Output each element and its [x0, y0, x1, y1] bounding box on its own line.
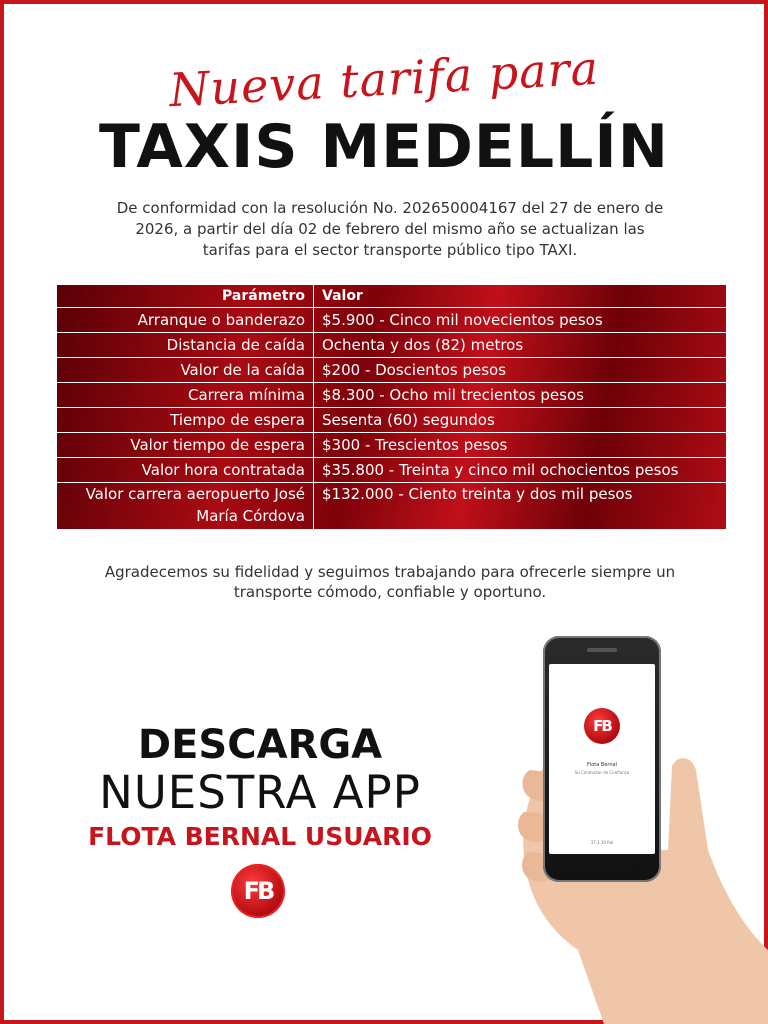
table-row	[57, 458, 727, 483]
download-heading: DESCARGA	[137, 722, 383, 768]
row-param: Valor carrera aeropuerto José María Córdova	[57, 483, 314, 530]
row-param: Valor tiempo de espera	[57, 433, 314, 458]
header-value: Valor	[314, 285, 727, 308]
row-value: Sesenta (60) segundos	[314, 408, 727, 433]
main-title: TAXIS MEDELLÍN	[99, 112, 669, 182]
app-name: FLOTA BERNAL USUARIO	[88, 822, 432, 851]
brand-logo-icon	[231, 864, 285, 918]
intro-text: De conformidad con la resolución No. 202650004167 del 27 de enero de 2026, a partir del día 02 de febrero del mismo año se actualizan las tarifas para el sector transporte público tipo TAXI.	[116, 199, 664, 259]
row-value: $8.300 - Ocho mil trecientos pesos	[314, 383, 727, 408]
phone-screen	[549, 664, 655, 854]
row-param: Valor hora contratada	[57, 458, 314, 483]
table-row	[57, 383, 727, 408]
download-subheading: NUESTRA APP	[99, 766, 421, 819]
tariff-table	[56, 284, 727, 530]
table-row	[57, 358, 727, 383]
row-value: $200 - Doscientos pesos	[314, 358, 727, 383]
row-value: $300 - Trescientos pesos	[314, 433, 727, 458]
table-row	[57, 308, 727, 333]
phone-speaker	[587, 648, 617, 652]
table-row	[57, 408, 727, 433]
thanks-text: Agradecemos su fidelidad y seguimos trabajando para ofrecerle siempre un transporte cómodo, confiable y oportuno.	[104, 563, 676, 601]
phone-logo-text: FB	[593, 717, 611, 735]
table-row	[57, 333, 727, 358]
header-param: Parámetro	[57, 285, 314, 308]
script-title: Nueva tarifa para	[167, 40, 601, 118]
phone-mockup	[543, 636, 661, 882]
row-param: Carrera mínima	[57, 383, 314, 408]
row-param: Distancia de caída	[57, 333, 314, 358]
row-param: Tiempo de espera	[57, 408, 314, 433]
table-row	[57, 483, 727, 530]
row-value: $132.000 - Ciento treinta y dos mil pesos	[314, 483, 727, 530]
row-param: Valor de la caída	[57, 358, 314, 383]
table-row	[57, 433, 727, 458]
row-value: $5.900 - Cinco mil novecientos pesos	[314, 308, 727, 333]
phone-app-name: Flota Bernal	[586, 762, 618, 768]
phone-tagline: Su Conductor de Confianza	[574, 770, 630, 775]
phone-version: 37.3.10 Rel	[590, 840, 614, 845]
row-value: Ochenta y dos (82) metros	[314, 333, 727, 358]
logo-text: FB	[243, 877, 273, 905]
app-logo-icon	[584, 708, 620, 744]
row-value: $35.800 - Treinta y cinco mil ochocientos pesos	[314, 458, 727, 483]
row-param: Arranque o banderazo	[57, 308, 314, 333]
table-header-row	[57, 285, 727, 308]
